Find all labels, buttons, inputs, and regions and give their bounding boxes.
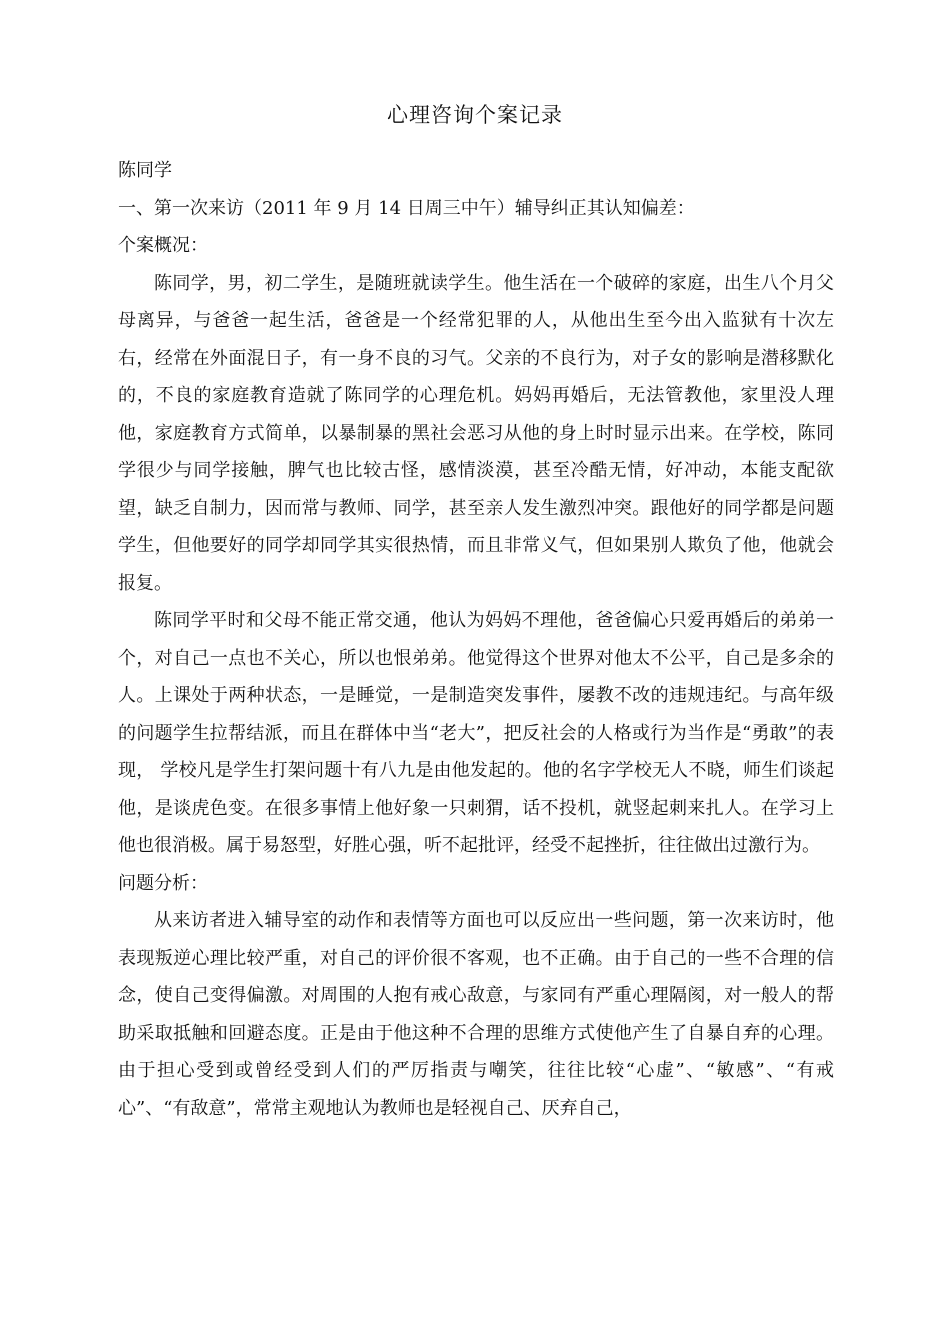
analysis-paragraph-1: 从来访者进入辅导室的动作和表情等方面也可以反应出一些问题，第一次来访时，他表现叛逆心理比较严重，对自己的评价很不客观，也不正确。由于自己的一些不合理的信念，使自己变得偏激。对周围的人抱有戒心敌意，与家同有严重心理隔阂，对一般人的帮助采取抵触和回避态度。正是由于他这种不合理的思维方式使他产生了自暴自弃的心理。由于担心受到或曾经受到人们的严厉指责与嘲笑，往往比较“心虚”、“敏感”、“有戒心”、“有敌意”，常常主观地认为教师也是轻视自己、厌弃自己， [118, 910, 834, 1119]
document-title: 心理咨询个案记录 [387, 103, 563, 127]
overview-paragraph-1: 陈同学，男，初二学生，是随班就读学生。他生活在一个破碎的家庭，出生八个月父母离异，与爸爸一起生活，爸爸是一个经常犯罪的人，从他出生至今出入监狱有十次左右，经常在外面混日子，有一身不良的习气。父亲的不良行为，对子女的影响是潜移默化的，不良的家庭教育造就了陈同学的心理危机。妈妈再婚后，无法管教他，家里没人理他，家庭教育方式简单，以暴制暴的黑社会恶习从他的身上时时显示出来。在学校，陈同学很少与同学接触，脾气也比较古怪，感情淡漠，甚至冷酷无情，好冲动，本能支配欲望，缺乏自制力，因而常与教师、同学，甚至亲人发生激烈冲突。跟他好的同学都是问题学生，但他要好的同学却同学其实很热情，而且非常义气，但如果别人欺负了他，他就会报复。 [118, 272, 834, 594]
document-body [118, 152, 834, 1127]
student-name: 陈同学 [118, 160, 172, 181]
analysis-heading: 问题分析： [118, 872, 208, 894]
overview-heading: 个案概况： [118, 235, 208, 256]
session-heading: 一、第一次来访（2011 年 9 月 14 日周三中午）辅导纠正其认知偏差： [118, 197, 695, 219]
overview-paragraph-2: 陈同学平时和父母不能正常交通，他认为妈妈不理他，爸爸偏心只爱再婚后的弟弟一个，对自己一点也不关心，所以也恨弟弟。他觉得这个世界对他太不公平，自己是多余的人。上课处于两种状态，一是睡觉，一是制造突发事件，屡教不改的违规违纪。与高年级的问题学生拉帮结派，而且在群体中当“老大”，把反社会的人格或行为当作是“勇敢”的表现， 学校凡是学生打架问题十有八九是由他发起的。他的名字学校无人不晓，师生们谈起他，是谈虎色变。在很多事情上他好象一只刺猬，话不投机，就竖起刺来扎人。在学习上他也很消极。属于易怒型，好胜心强，听不起批评，经受不起挫折，往往做出过激行为。 [118, 610, 834, 856]
